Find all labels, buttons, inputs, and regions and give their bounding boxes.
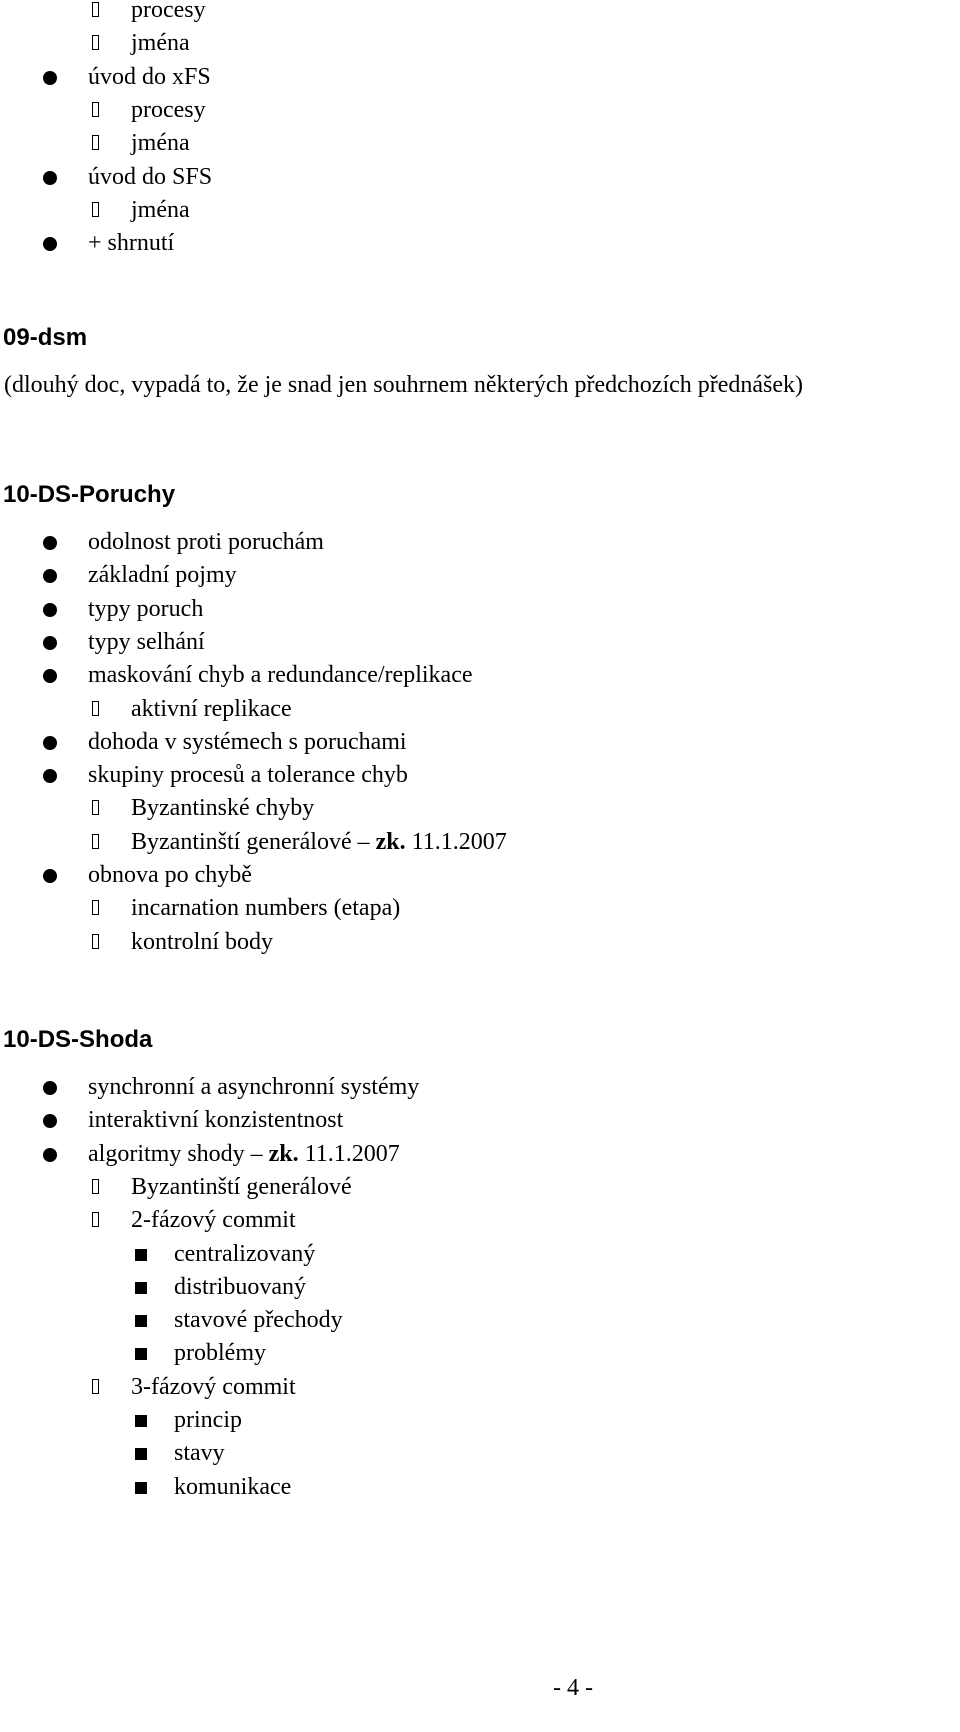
section-title-poruchy: 10-DS-Poruchy [3, 481, 176, 508]
bullet-square-icon [135, 1448, 147, 1460]
list-item-text [131, 694, 292, 724]
bullet-dot-icon [43, 1114, 57, 1128]
list-item-label: jména [131, 30, 190, 57]
bullet-dot-icon [43, 869, 57, 883]
bullet-box-icon [92, 2, 99, 17]
list-item-label: typy poruch [88, 595, 204, 622]
list-item-text [131, 128, 190, 158]
list-item-label: typy selhání [88, 628, 205, 655]
list-item-text [174, 1338, 266, 1368]
list-item-label: skupiny procesů a tolerance chyb [88, 762, 408, 789]
list-item-label: centralizovaný [174, 1240, 316, 1267]
list-item-label: synchronní a asynchronní systémy [88, 1074, 420, 1100]
list-item-text [131, 0, 206, 25]
bullet-box-icon [92, 800, 99, 815]
list-item-text [88, 162, 212, 192]
list-item-text [88, 860, 252, 890]
exam-marker: zk. [268, 1140, 299, 1167]
list-item-label: incarnation numbers (etapa) [131, 895, 401, 922]
bullet-dot-icon [43, 636, 57, 650]
bullet-square-icon [135, 1482, 147, 1494]
list-item-label: úvod do SFS [88, 163, 213, 190]
bullet-dot-icon [43, 569, 57, 583]
bullet-dot-icon [43, 1148, 57, 1162]
list-item-label: obnova po chybě [88, 862, 252, 888]
list-item-text [131, 28, 190, 58]
list-item-text [131, 1205, 296, 1235]
list-item-text [131, 195, 190, 225]
section-title-dsm: 09-dsm [3, 324, 88, 351]
list-item-text [88, 527, 324, 557]
list-item-text [88, 1072, 419, 1102]
list-item-text [131, 1172, 352, 1202]
bullet-dot-icon [43, 603, 57, 617]
list-item-text [88, 660, 473, 690]
list-item-text [88, 228, 174, 258]
bullet-dot-icon [43, 71, 57, 85]
bullet-square-icon [135, 1415, 147, 1427]
list-item-text [88, 594, 203, 624]
list-item-text [174, 1438, 225, 1468]
list-item-text [88, 627, 205, 657]
list-item-text [174, 1405, 242, 1435]
bullet-dot-icon [43, 669, 57, 683]
list-item-label: Byzantinské chyby [131, 795, 315, 822]
bullet-square-icon [135, 1282, 147, 1294]
bullet-dot-icon [43, 171, 57, 185]
list-item-text [88, 1105, 343, 1135]
list-item-text [88, 62, 211, 92]
list-item-text [131, 95, 206, 125]
list-item-label: dohoda v systémech s poruchami [88, 728, 407, 755]
bullet-box-icon [92, 1379, 99, 1394]
list-item-label: Byzantinští generálové – [131, 828, 376, 855]
list-item-text [88, 760, 408, 790]
list-item-label: procesy [131, 96, 206, 123]
exam-date: 11.1.2007 [405, 828, 507, 855]
list-item-label: jména [131, 196, 190, 223]
list-item-label: Byzantinští generálové [131, 1173, 352, 1200]
list-item-label: maskování chyb a redundance/replikace [88, 662, 473, 689]
list-item-label: stavové přechody [174, 1307, 343, 1334]
list-item-label: základní pojmy [88, 562, 237, 589]
section-note-dsm: (dlouhý doc, vypadá to, že je snad jen souhrnem některých předchozích přednášek) [4, 372, 804, 398]
list-item-label: úvod do xFS [88, 63, 211, 90]
bullet-box-icon [92, 135, 99, 150]
bullet-box-icon [92, 1212, 99, 1227]
list-item-label: stavy [174, 1440, 225, 1467]
list-item-text [174, 1472, 291, 1502]
list-item-text [174, 1272, 306, 1302]
list-item-label: jména [131, 130, 190, 157]
list-item-label: aktivní replikace [131, 695, 292, 722]
bullet-box-icon [92, 102, 99, 117]
list-item-text [174, 1239, 315, 1269]
list-item-text [131, 793, 314, 823]
list-item-label: problémy [174, 1340, 266, 1367]
bullet-dot-icon [43, 1081, 57, 1095]
bullet-dot-icon [43, 769, 57, 783]
bullet-dot-icon [43, 536, 57, 550]
list-item-text [131, 893, 400, 923]
exam-marker: zk. [375, 828, 406, 855]
bullet-box-icon [92, 934, 99, 949]
bullet-square-icon [135, 1348, 147, 1360]
list-item-label: kontrolní body [131, 928, 273, 955]
list-item-label: 2-fázový commit [131, 1207, 296, 1234]
list-item-label: princip [174, 1407, 242, 1433]
list-item-text [131, 1372, 296, 1402]
list-item-text [131, 927, 273, 957]
bullet-box-icon [92, 701, 99, 716]
list-item-label: komunikace [174, 1473, 292, 1500]
bullet-box-icon [92, 202, 99, 217]
exam-date: 11.1.2007 [298, 1140, 400, 1167]
list-item-label: distribuovaný [174, 1273, 306, 1300]
list-item-label: interaktivní konzistentnost [88, 1107, 344, 1134]
list-item-text [131, 827, 507, 857]
bullet-box-icon [92, 834, 99, 849]
list-item-label: algoritmy shody – [88, 1140, 269, 1167]
list-item-label: procesy [131, 0, 206, 23]
list-item-text [88, 727, 407, 757]
list-item-label: 3-fázový commit [131, 1373, 296, 1400]
list-item-label: + shrnutí [88, 230, 175, 257]
bullet-box-icon [92, 1179, 99, 1194]
list-item-text [88, 560, 237, 590]
page-number: - 4 - [553, 1675, 593, 1701]
bullet-square-icon [135, 1315, 147, 1327]
bullet-square-icon [135, 1249, 147, 1261]
bullet-box-icon [92, 900, 99, 915]
bullet-dot-icon [43, 736, 57, 750]
bullet-box-icon [92, 35, 99, 50]
bullet-dot-icon [43, 237, 57, 251]
list-item-text [88, 1139, 400, 1169]
list-item-text [174, 1305, 343, 1335]
section-title-shoda: 10-DS-Shoda [3, 1026, 153, 1053]
list-item-label: odolnost proti poruchám [88, 529, 324, 555]
